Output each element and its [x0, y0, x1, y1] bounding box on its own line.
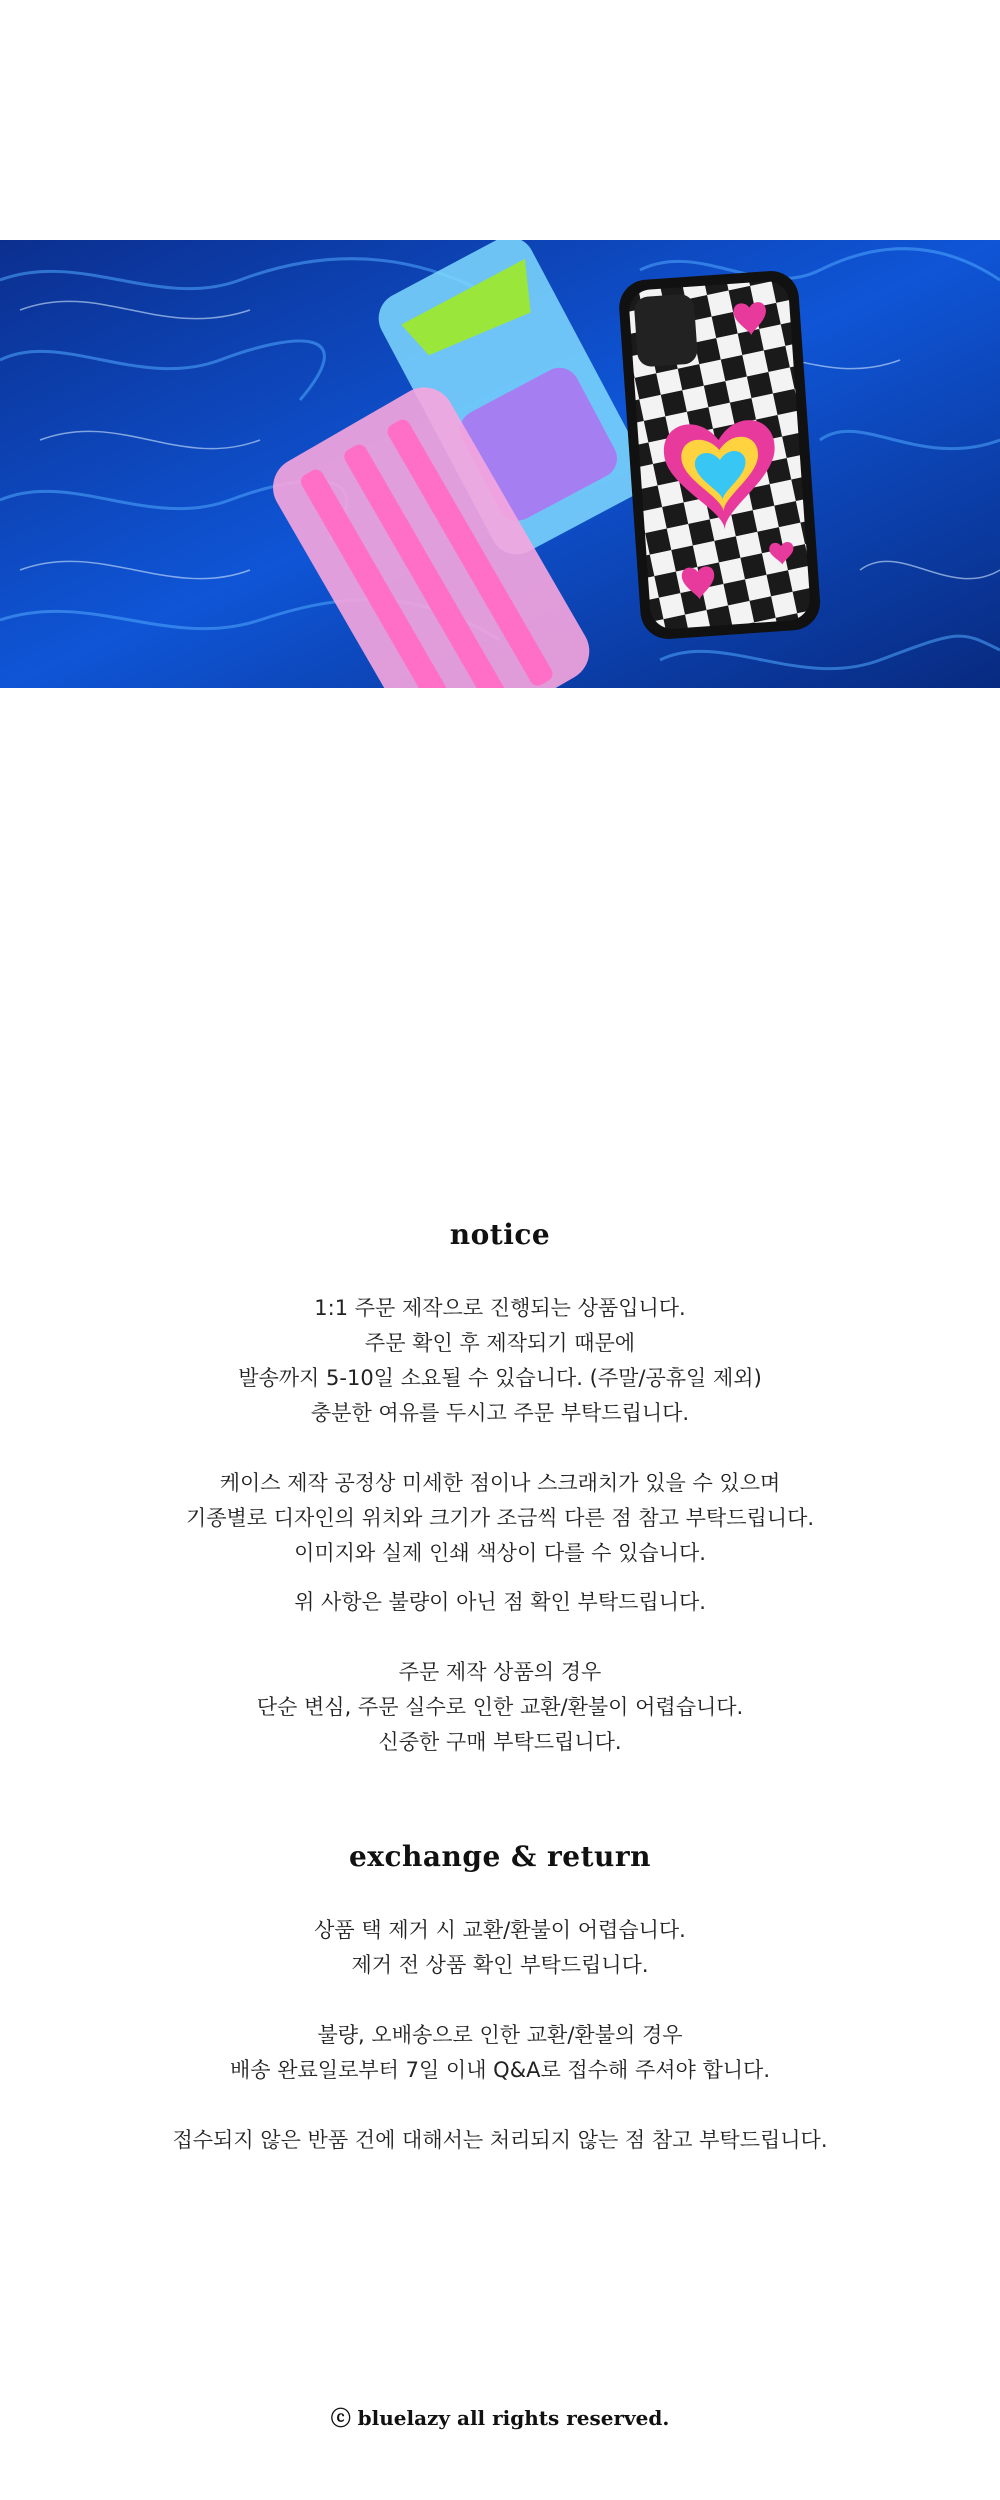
- notice-line: 케이스 제작 공정상 미세한 점이나 스크래치가 있을 수 있으며: [219, 1471, 781, 1495]
- notice-line: 이미지와 실제 인쇄 색상이 다를 수 있습니다.: [294, 1541, 706, 1565]
- notice-section: [0, 1218, 1000, 1760]
- exchange-line: 접수되지 않은 반품 건에 대해서는 처리되지 않는 점 참고 부탁드립니다.: [172, 2128, 828, 2152]
- notice-line: 기종별로 디자인의 위치와 크기가 조금씩 다른 점 참고 부탁드립니다.: [185, 1506, 815, 1530]
- notice-line: 위 사항은 불량이 아닌 점 확인 부탁드립니다.: [294, 1590, 706, 1614]
- exchange-heading: exchange & return: [348, 1840, 652, 1873]
- exchange-line: 불량, 오배송으로 인한 교환/환불의 경우: [317, 2023, 683, 2047]
- notice-line: 단순 변심, 주문 실수로 인한 교환/환불이 어렵습니다.: [256, 1695, 744, 1719]
- notice-line: 충분한 여유를 두시고 주문 부탁드립니다.: [310, 1401, 690, 1425]
- phone-cases-in-pool-photo: [0, 240, 1000, 688]
- notice-line: 주문 확인 후 제작되기 때문에: [364, 1331, 636, 1355]
- exchange-line: 배송 완료일로부터 7일 이내 Q&A로 접수해 주셔야 합니다.: [229, 2058, 771, 2082]
- notice-heading: notice: [449, 1218, 551, 1251]
- copyright-footer: ⓒ bluelazy all rights reserved.: [330, 2406, 670, 2430]
- notice-line: 신중한 구매 부탁드립니다.: [378, 1730, 622, 1754]
- notice-line: 1:1 주문 제작으로 진행되는 상품입니다.: [314, 1296, 686, 1320]
- exchange-line: 제거 전 상품 확인 부탁드립니다.: [351, 1953, 649, 1977]
- exchange-line: 상품 택 제거 시 교환/환불이 어렵습니다.: [314, 1918, 686, 1942]
- notice-line: 발송까지 5-10일 소요될 수 있습니다. (주말/공휴일 제외): [238, 1366, 762, 1390]
- exchange-section: [0, 1840, 1000, 2158]
- notice-line: 주문 제작 상품의 경우: [398, 1660, 602, 1684]
- hero-image: [0, 240, 1000, 688]
